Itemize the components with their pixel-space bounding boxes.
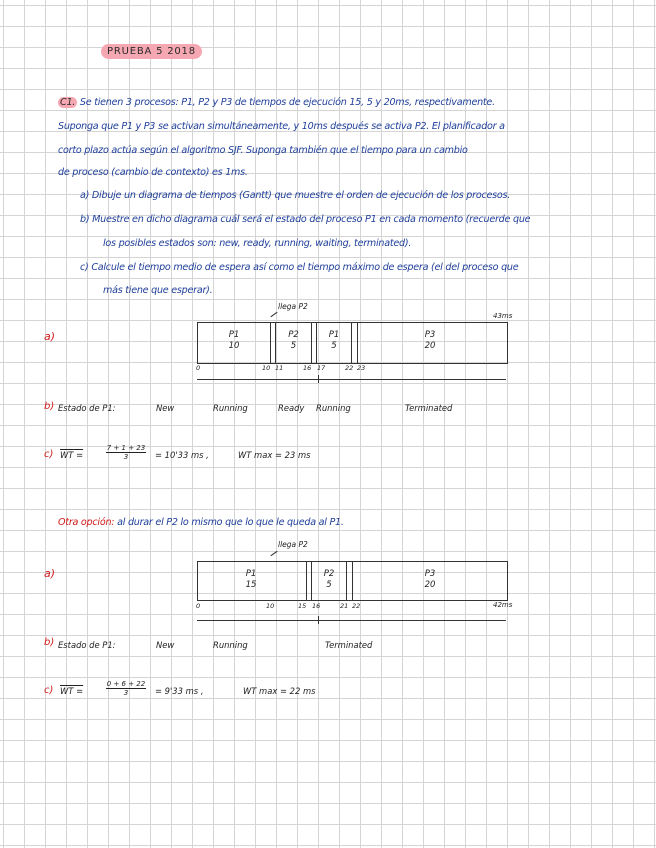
question-label: C1. xyxy=(60,97,76,108)
question-line-2: Suponga que P1 y P3 se activan simultáneamente, y 10ms después se activa P2. El planificador a xyxy=(58,121,505,132)
answer1-tick: 10 xyxy=(262,364,271,372)
question-part-c: c) Calcule el tiempo medio de espera así como el tiempo máximo de espera (el del proceso que xyxy=(80,262,519,273)
answer1-state: Running xyxy=(213,403,248,413)
answer1-block: P1 5 xyxy=(328,330,340,351)
answer2-tick: 16 xyxy=(312,602,321,610)
answer1-c-label: c) xyxy=(44,449,54,460)
answer2-state: Terminated xyxy=(325,640,373,650)
answer1-state: Running xyxy=(316,403,351,413)
answer1-tick: 23 xyxy=(357,364,366,372)
answer1-state: New xyxy=(156,403,175,413)
question-line-3: corto plazo actúa según el algoritmo SJF. Suponga también que el tiempo para un cambio xyxy=(58,145,468,156)
answer1-tick: 17 xyxy=(317,364,326,372)
answer2-block: P2 5 xyxy=(323,569,335,590)
page-title: PRUEBA 5 2018 xyxy=(101,44,202,59)
answer2-block: P1 15 xyxy=(245,569,257,590)
answer1-a-label: a) xyxy=(44,330,56,343)
answer2-divider xyxy=(352,561,353,600)
answer2-tick: 0 xyxy=(196,602,201,610)
answer2-timeline xyxy=(197,620,506,621)
answer2-b-label: b) xyxy=(44,637,55,648)
question-part-c-cont: más tiene que esperar). xyxy=(103,285,213,296)
answer1-total: 43ms xyxy=(493,312,513,320)
answer2-tick: 15 xyxy=(298,602,307,610)
answer2-arrival-arrow xyxy=(270,551,277,556)
answer2-b-title: Estado de P1: xyxy=(58,640,116,650)
question-part-b: b) Muestre en dicho diagrama cuál será el estado del proceso P1 en cada momento (recuerde que xyxy=(80,214,531,225)
answer1-block: P2 5 xyxy=(288,330,299,351)
answer2-tick: 22 xyxy=(352,602,361,610)
answer1-tick: 0 xyxy=(196,364,201,372)
answer2-divider xyxy=(306,561,307,600)
question-line-1: C1. Se tienen 3 procesos: P1, P2 y P3 de tiempos de ejecución 15, 5 y 20ms, respectivamente. xyxy=(60,97,495,108)
answer1-tick: 11 xyxy=(275,364,284,372)
answer2-divider xyxy=(346,561,347,600)
answer1-wt-fraction: $\frac{7 + 1 + 23}{3}$ xyxy=(106,444,146,461)
answer2-timeline-mark xyxy=(318,616,319,624)
answer2-wt-result: = 9'33 ms , xyxy=(155,686,204,696)
answer1-b-label: b) xyxy=(44,401,55,412)
answer2-wt-fraction: $\frac{0 + 6 + 22}{3}$ xyxy=(106,680,146,697)
answer2-arrival-note: llega P2 xyxy=(278,540,308,549)
answer1-divider xyxy=(357,322,358,363)
answer1-timeline-mark xyxy=(318,375,319,383)
answer1-block: P3 20 xyxy=(424,330,436,351)
answer2-tick: 21 xyxy=(340,602,349,610)
answer2-block: P3 20 xyxy=(424,569,436,590)
answer2-state: Running xyxy=(213,640,248,650)
answer1-wt-result: = 10'33 ms , xyxy=(155,450,209,460)
answer1-arrival-arrow xyxy=(270,312,277,317)
answer1-timeline xyxy=(197,379,506,380)
answer2-state: New xyxy=(156,640,175,650)
question-part-b-cont: los posibles estados son: new, ready, running, waiting, terminated). xyxy=(103,238,412,249)
answer2-tick: 10 xyxy=(266,602,275,610)
answer1-tick: 22 xyxy=(345,364,354,372)
answer2-wt-symbol: WT = xyxy=(60,686,84,696)
answer2-wt-max: WT max = 22 ms xyxy=(243,686,316,696)
answer1-wt-max: WT max = 23 ms xyxy=(238,450,311,460)
answer1-tick: 16 xyxy=(303,364,312,372)
answer1-divider xyxy=(270,322,271,363)
answer2-a-label: a) xyxy=(44,567,56,580)
answer1-divider xyxy=(351,322,352,363)
alt-intro: Otra opción: al durar el P2 lo mismo que lo que le queda al P1. xyxy=(58,517,344,528)
answer1-b-title: Estado de P1: xyxy=(58,403,116,413)
question-part-a: a) Dibuje un diagrama de tiempos (Gantt) que muestre el orden de ejecución de los procesos. xyxy=(80,190,511,201)
answer2-total: 42ms xyxy=(493,601,513,609)
answer1-divider xyxy=(311,322,312,363)
answer1-state: Ready xyxy=(278,403,305,413)
answer1-wt-symbol: WT = xyxy=(60,450,84,460)
answer1-arrival-note: llega P2 xyxy=(278,302,308,311)
answer2-c-label: c) xyxy=(44,685,54,696)
answer1-block: P1 10 xyxy=(228,330,240,351)
answer1-state: Terminated xyxy=(405,403,453,413)
question-line-4: de proceso (cambio de contexto) es 1ms. xyxy=(58,167,248,178)
